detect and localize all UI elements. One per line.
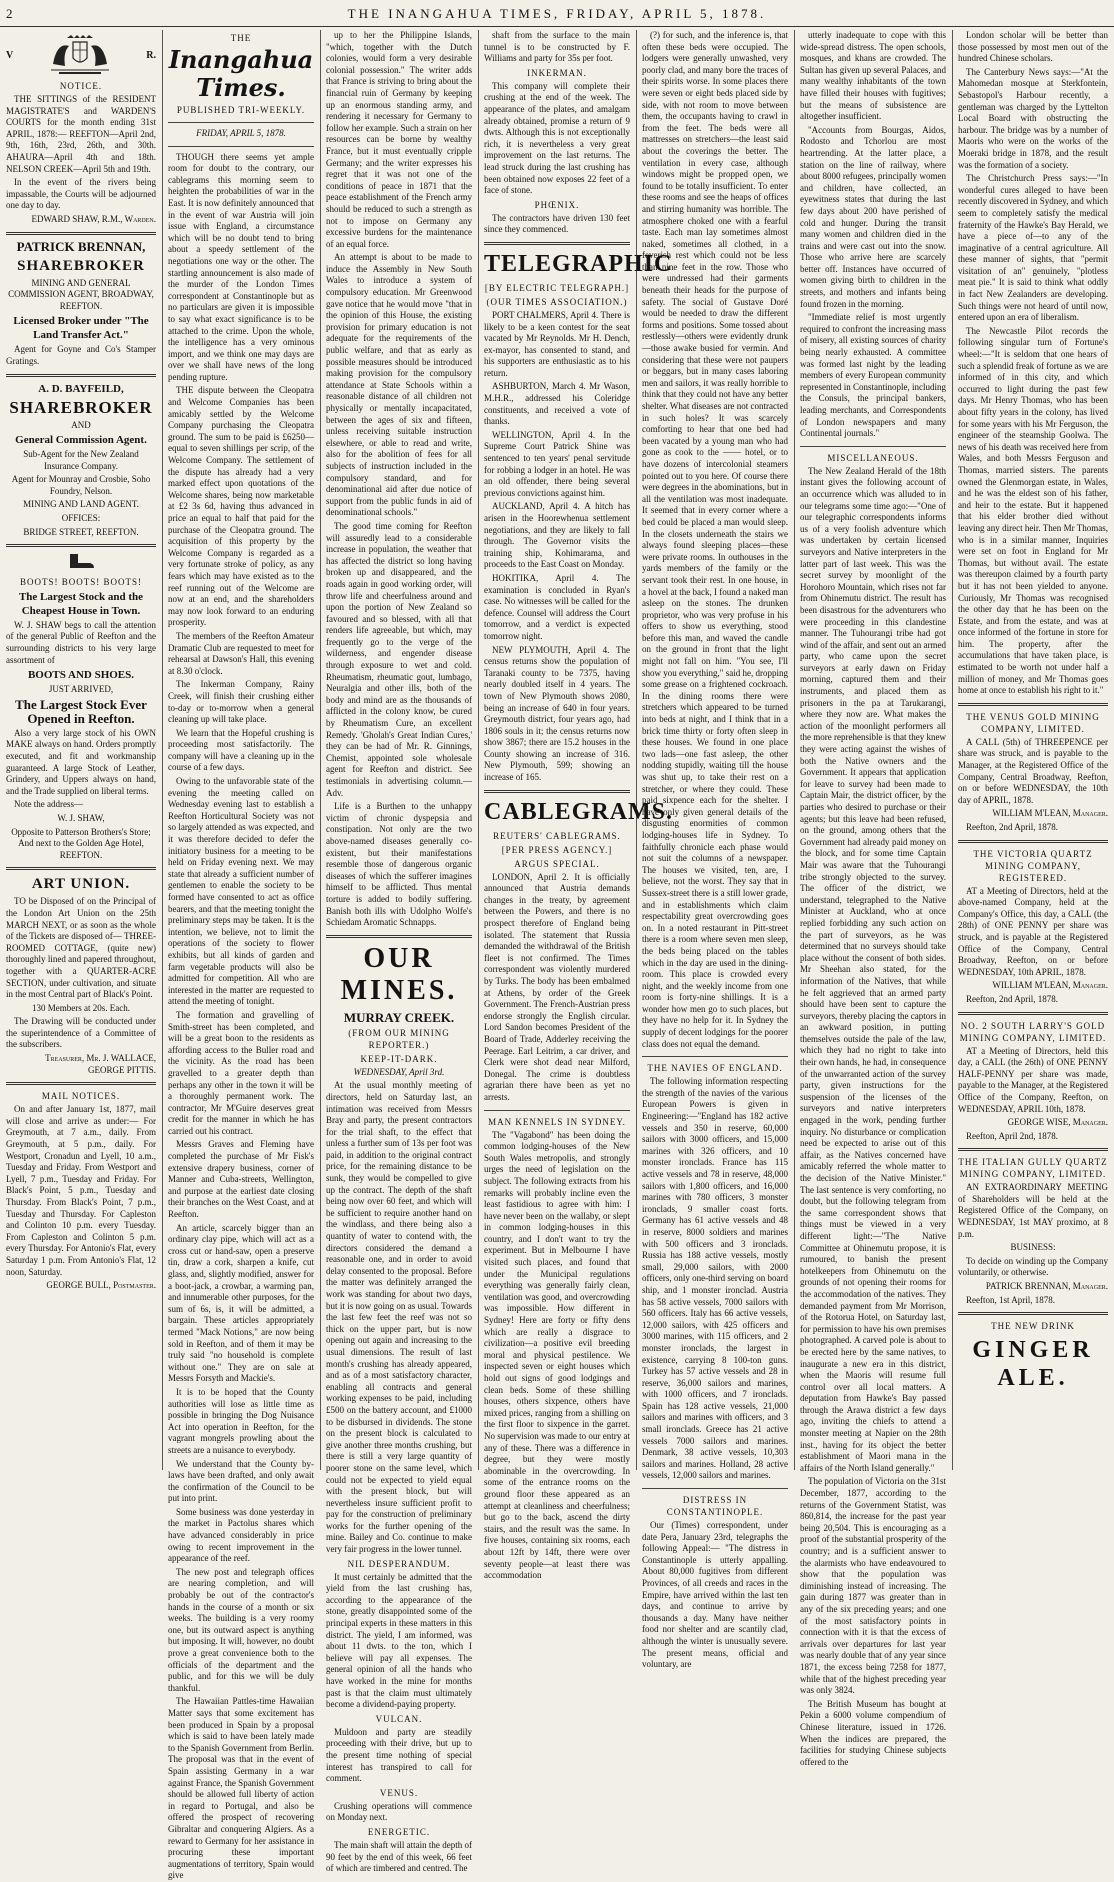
leader-war: THOUGH there seems yet ample room for doubt to the contrary, our cablegrams this morning seem to heighten the probabilities of war in the East. It is now definitely announced that in the event of war Austria will join issue with England, a circumstance which will be no doubt tend to bring about a speedy settlement of the negotiations one way or the other. The startling announcement is also made of the murder of the London Times correspondent at Constantinople but as no particulars are given it is impossible to say what exact significance is to be attached to the crime. Upon the whole, the intelligence has a very ominous import, and we think one may days are over we shall have news of the long pending rupture.: [168, 151, 314, 382]
distress-continued: utterly inadequate to cope with this wide-spread distress. The open schools, mosques, and khans are crowded. The Sultan has given up several Palaces, and many wealthy inhabitants of the town have filled their houses with fugitives; but the means of subsistence are altogether insufficient.: [800, 30, 946, 122]
boots-and-shoes: BOOTS AND SHOES.: [27, 669, 135, 682]
tele-new-plymouth: NEW PLYMOUTH, April 4. The census returns show the population of Taranaki county to be 7375, having nearly doubled itself in 4 years. The town of New Plymouth shows 2080, being an increase of 640 in four years. Greymouth district, four years ago, had 1806 souls in it; the census returns now show 3867; there are 15.2 houses in the County showing an increase of 316. New Plymouth, 599; showing an increase of 165.: [484, 644, 630, 783]
column-rule: [320, 30, 321, 1470]
boots-lead: The Largest Stock and the Cheapest House in Town.: [18, 590, 144, 617]
local-dogs: It is to be hoped that the County authorities will lose as little time as possible in bringing the Dog Nuisance Act into operation in Reefton, for the vagrant mongrels prowling about the streets are a nuisance to everybody.: [168, 1386, 314, 1455]
newcastle-pilot: The Newcastle Pilot records the following singular turn of Fortune's wheel:—"It is seldom that one hears of such a splendid freak of fortune as we are informed of in this city, and which occurred to light during the past few days. Mr Henry Thomas, who has been about fifty years in the colony, has lived for some years with his Mr Ferguson, the engineer of the steamship Goolwa. The news of his death was received here from Wales, and both Messrs Ferguson and Thomas, married sisters. The parents owned the Glenmorgan estate, in Wales, and he was the eldest son of his father, and heir to the estate. But it happened that his elder brother died without leaving any direct heir. Then Mr Thomas, who is in a similar manner, Inquiries were set on foot in England for Mr Thomas, but without avail. The estate was thereupon claimed by a fourth party but it has not been yielded to anyone. Curiously, Mr Thomas was recognised the other day that he has been on the Estate, and from the estate, and was at once informed of the fortune in store for him. The property, after the accumulations that have taken place, is estimated to be worth not under half a million of money, and Mr Thomas goes home at once to establish his right to it.": [958, 325, 1108, 696]
cable-london: LONDON, April 2. It is officially announced that Austria demands changes in the treaty, by agreement between the Powers, and there is no prospect therefore of England being isolated. The statement that Russia demanded the withdrawal of the British fleet is not confirmed. The Times correspondent was violently murdered by Turks. The body has been embalmed at Athens, by order of the Greek Government. The French-Austrian press endorse strongly the English circular. Lord Sandon becomes President of the Board of Trade, Adderley receiving the Peerage. Earl Leitrim, a car driver, and Clerk were shot dead near Milford, Donegal. The crime is doubtless agrarian there have been as yet no arrests.: [484, 871, 630, 1102]
local-dramatic: The members of the Reefton Amateur Dramatic Club are requested to meet for rehearsal at Dawson's Hall, this evening at 8.30 o'clock.: [168, 630, 314, 676]
column-rule: [636, 30, 637, 1470]
british-museum-continued: London scholar will be better than those possessed by most men out of the hundred Chinese scholars.: [958, 30, 1108, 64]
brennan-name: PATRICK BRENNAN,: [16, 238, 146, 254]
telegraphic-sub: [BY ELECTRIC TELEGRAPH.]: [484, 282, 630, 293]
local-pactolus: Some business was done yesterday in the market in Pactolus shares which have advanced considerably in price owing to recent improvement in the appearance of the reef.: [168, 1506, 314, 1564]
victoria-company-heading: THE VICTORIA QUARTZ MINING COMPANY, REGISTERED.: [973, 848, 1093, 883]
man-kennels-heading: MAN KENNELS IN SYDNEY.: [488, 1116, 626, 1127]
tele-auckland: AUCKLAND, April 4. A hitch has arisen in the Hoorewhenua settlement negotiations, and they are likely to fall through. The Governor visits the training ship, Kohimarama, and proceeds to the East Coast on Monday.: [484, 501, 630, 570]
larry-company-signature: GEORGE WISE, Manager.: [1007, 1117, 1108, 1128]
canterbury-news: The Canterbury News says:—"At the Mahomedan mosque at Sterkfontein, Sebastopol's Harbour recently, a gentleman was charged by the Lyttelton Local Board with obstructing the harbour. The bridge was by a number of Maoris who were on the works of the Moeraki bridge in 1878, and the result was the formation of a society.: [958, 66, 1108, 170]
local-horticultural: Owing to the unfavorable state of the evening the meeting called on Wednesday evening last to establish a Reefton Horticultural Society was not so largely attended as was expected, and it was therefore decided to defer the initiatory business for a meeting to be held on Friday evening next. We may state that already a sufficient number of gentlemen to enable the society to be formed have consented to act as office bearers, and that the meeting tonight the preliminary steps may be taken. It is the intention, we believe, not to limit the operations of the society to flower exhibits, but all kinds of garden and farm vegetable products will also be admitted for competition. All who are interested in the matter are requested to attend the meeting of tonight.: [168, 776, 314, 1007]
bayfeild-name: A. D. BAYFEILD,: [38, 382, 124, 395]
new-drink-heading: THE NEW DRINK: [991, 1321, 1075, 1332]
energetic-body: The main shaft will attain the depth of 90 feet by the end of this week, 66 feet of which are timbered and centred. The: [326, 1839, 472, 1874]
bayfeild-offices: OFFICES:: [61, 513, 101, 524]
italian-company-body: AN EXTRAORDINARY MEETING of Shareholders will be held at the Registered Office of the Company, on WEDNESDAY, 1st MAY proximo, at 8 p.m.: [958, 1182, 1108, 1239]
local-bylaws: We understand that the County by-laws have been drafted, and only await the confirmation of the Council to be put into print.: [168, 1458, 314, 1504]
victoria-company-signature: WILLIAM M'LEAN, Manager.: [992, 980, 1108, 991]
arms-letter-r: R.: [146, 49, 156, 61]
local-graves: Messrs Graves and Fleming have completed the purchase of Mr Fisk's extensive drapery business, corner of Manner and Cuba-streets, Wellington, and purpose at the earliest date closing their branches on the West Coast, and at Reefton.: [168, 1139, 314, 1220]
italian-company-business: BUSINESS:: [1010, 1242, 1056, 1253]
column-5: [642, 30, 788, 1670]
art-union-draw: The Drawing will be conducted under the superintendence of a Committee of the subscribers.: [6, 1016, 156, 1050]
ginger-ale-heading: GINGER ALE.: [972, 1337, 1094, 1392]
mail-notices-body: On and after January 1st, 1877, mail will close and arrive as under:— For Greymouth, at 7 a.m., daily. From Greymouth, at 5 p.m., daily. For Westport, Cronadun and Lyell, 10 a.m., Tuesday and Friday. From Westport and Lyell, 7 p.m., Tuesday and Friday. For Black's Point, 5 p.m., Tuesday and Thursday. From Black's Point, 7 p.m., Tuesday and Thursday. For Capleston and Colinton 10 p.m. every Tuesday. From Capleston and Colinton 5 p.m. every Thursday. For Antonio's Flat, every Saturday 1 p.m. From Antonio's Flat, 12 noon, Saturday.: [6, 1104, 156, 1277]
life-burthen: Life is a Burthen to the unhappy victim of chronic dyspepsia and constipation. Not only are the two above-named diseases generally co-existent, but their manifestations resemble those of dangerous organic diseases of which the sufferer imagines himself to be afflicted. Thus mental torture is added to bodily suffering. Banish both ills with Udolpho Wolfe's Schiedam Aromatic Schnapps.: [326, 801, 472, 928]
notice-body: THE SITTINGS of the RESIDENT MAGISTRATE'S and WARDEN'S COURTS for the month ending 31st APRIL, 1878:— REEFTON—April 2nd, 9th, 16th, 23rd, 26th, and 30th. AHAURA—April 4th and 18th. NELSON CREEK—April 5th and 19th.: [6, 94, 156, 174]
tele-hokitika: HOKITIKA, April 4. The examination is concluded in Ryan's case. No witnesses will be called for the defence. Counsel will address the Court tomorrow, and a verdict is expected tomorrow night.: [484, 572, 630, 641]
distress-accounts: "Accounts from Bourgas, Aidos, Rodosto and Tchorlou are most heartrending. At the latter place, a station on the line of railway, where about 8000 refugees, principally women and children, have collected, an eyewitness states that during the last few days about 200 have perished of cold and hunger. During the transit many women and children died in the trains and were cast out into the snow. Those who arrive here are scarcely better off. Instances have occurred of women giving birth to children in the streets, and mothers and infants being found frozen in the morning.: [800, 124, 946, 309]
distress-relief: "Immediate relief is most urgently required to confront the increasing mass of misery, all existing sources of charity being nearly exhausted. A committee was formed last night by the leading members of every European community represented in Constantinople, including the Consuls, the principal bankers, leading merchants, and Correspondents of London newspapers and many Continental journals.": [800, 312, 946, 439]
column-2: [168, 30, 314, 1881]
column-6: [800, 30, 946, 1767]
our-mines-heading: OUR MINES.: [340, 942, 458, 1006]
cablegrams-heading: CABLEGRAMS.: [484, 798, 674, 825]
bayfeild-trade: SHAREBROKER: [9, 397, 153, 417]
paper-the: THE: [230, 33, 252, 43]
leader-welcome: THE dispute between the Cleopatra and Welcome Companies has been amicably settled by the Welcome Company purchasing the Cleopatra ground. The sum to be paid is £6250—equal to seven shillings per scrip, of the Welcome Company. The settlement of the dispute has already had a very marked effect upon quotations of the Welcome shares, being now marketable at £2 3s 6d, having thus advanced in price an equal to half that paid for the purchase of the Cleopatra ground. The acquisition of this property by the Welcome Company is regarded as a very fortunate stroke of policy, as any fears which may have existed as to the reef running out of the Welcome are now at an end, and the shareholders may now look forward to an enduring prosperity.: [168, 385, 314, 628]
page-masthead: [0, 2, 1114, 27]
art-union-members: 130 Members at 20s. Each.: [32, 1002, 130, 1013]
nil-desperandum-body: It must certainly be admitted that the yield from the last crushing has, according to the appearance of the stone, greatly disappointed some of the principal experts in these matters in this district. The yield, I am informed, was about 11 dwts. to the ton, which I believe will pay all expenses. The general opinion of all the hands who have worked in the mine for months past is that the claim must ultimately become a dividend-paying property.: [326, 1571, 472, 1710]
column-1: [6, 30, 156, 1470]
phoenix-heading: PHŒNIX.: [534, 199, 580, 210]
inkerman-heading: INKERMAN.: [527, 67, 587, 78]
larry-company-date: Reefton, April 2nd, 1878.: [966, 1130, 1058, 1141]
italian-company-signature: PATRICK BRENNAN, Manager.: [985, 1281, 1108, 1292]
notice-signature: EDWARD SHAW, R.M., Warden.: [31, 213, 156, 224]
venus-company-body: A CALL (5th) of THREEPENCE per share was struck, and is payable to the Manager, at the Registered Office of the Company, Central Broadway, Reefton, on or before WEDNESDAY, the 10th day of APRIL, 1878.: [958, 736, 1108, 805]
victoria-population: The population of Victoria on the 31st December, 1877, according to the returns of the Government Statist, was 860,814, the increase for the past year being 20,504. This is encouraging as a proof of the substantial prosperity of the country; and is a sufficient answer to the alarmists who have endeavoured to show that the population was diminishing instead of increasing. The gain during 1877 was greater than in any of the six preceding years; and one of the most satisfactory points in connection with it is that the excess of arrivals over departures for last year was nearly double that of any year since 1871, the excess being 7258 for 1877, while that of the highest preceding year was only 3824.: [800, 1476, 946, 1696]
victoria-company-date: Reefton, 2nd April, 1878.: [966, 993, 1058, 1004]
arms-letter-v: V: [6, 49, 14, 61]
local-inkerman: The Inkerman Company, Rainy Creek, will finish their crushing either to-day or to-morrow when a general cleaning up will take place.: [168, 679, 314, 725]
brennan-trade: SHAREBROKER: [17, 257, 145, 274]
bayfeild-agent: Agent for Mounray and Crosbie, Soho Foundry, Nelson.: [11, 474, 151, 496]
brennan-licence: Licensed Broker under "The Land Transfer Act.": [13, 315, 149, 342]
venus-heading: VENUS.: [379, 1787, 419, 1798]
murray-creek-heading: MURRAY CREEK.: [343, 1009, 455, 1025]
column-3: [326, 30, 472, 1874]
boots-address: Opposite to Patterson Brothers's Store; And next to the Golden Age Hotel, REEFTON.: [11, 826, 151, 860]
art-union-signature: Treasurer, Mr. J. WALLACE, GEORGE PITTIS.: [45, 1053, 156, 1075]
local-spain: The Hawaiian Pattles-time Hawaiian Matter says that some excitement has been produced in Spain by a proposal which is said to have been lately made to the Spanish Government from Berlin. The proposal was that in the event of Spain assisting Germany in a war against France, the Spanish Government should be allowed full liberty of action in regard to Portugal, and also be offered the prospect of recovering Gibraltar and conquering Algiers. As a reward to Germany for her assistance in procuring these important augmentations of territory, Spain would give: [168, 1696, 314, 1881]
good-time-coming: The good time coming for Reefton will assuredly lead to a considerable increase in population, the weather that has affected the district so long having broken up and disappeared, and the roads again in good working order, will throw life and cheerfulness around and upon the portion of New Zealand so favoured and so blessed, with all that renders life agreeable, but which, may frequently go to the verge of the wilderness, and engender disease through exposure to wet and cold. Rheumatism, rheumatic gout, lumbago, Neuralgia and other ills, both of the body and mind are as the thousands of afflicted in the colony know, be cured by Rheumatism Cure, an excellent Remedy. 'Gholah's Great Indian Cures,' they can be had of Mr. R. Ginnings, Chemist, appointed sole wholesale agent for Reefton and district. See testimonials in advertising column.—Adv.: [326, 520, 472, 798]
bayfeild-sub-agent: Sub-Agent for the New Zealand Insurance Company.: [23, 449, 139, 471]
telegraphic-heading: TELEGRAPHIC: [484, 250, 673, 277]
running-title: THE INANGAHUA TIMES, FRIDAY, APRIL 5, 1878.: [347, 6, 767, 21]
column-4: [484, 30, 674, 1581]
tele-wellington: WELLINGTON, April 4. In the Supreme Court Patrick Shine was sentenced to ten years' penal servitude for robbing a lodger in an hotel. He was an old offender, there being several previous convictions against him.: [484, 429, 630, 498]
boots-note: Note the address—: [14, 799, 83, 810]
brennan-agent: Agent for Goyne and Co's Stamper Gratings.: [6, 344, 156, 366]
navies-body: The following information respecting the strength of the navies of the various European Powers is given in Engineering:—"England has 182 active vessels and 350 in reserve, 60,000 sailors with 3000 officers, and 15,000 marines with 326 officers, and 10 monster ironclads. France has 115 active vessels and 78 in reserve, 48,000 sailors with 1,800 officers, and 16,000 marines with 780 officers, 3 monster ironclads, 9 smaller coast forts. Germany has 61 active vessels and 48 in reserve, 8000 soldiers and marines with 500 officers and 3 ironclads. Russia has 188 active vessels, mostly small, 29,000 sailors, with 2000 officers, only one-third serving on board ship, and 1 monster ironclad. Austria has 58 active vessels, 7000 sailors with 560 officers. Italy has 66 active vessels, 12,000 sailors, with 425 officers and 3000 marines, with 115 officers, and 2 monster ironclads, the largest in existence, carrying 8 100-ton guns. Turkey has 57 active vessels and 28 in reserve, 36,000 sailors and marines, with 1000 officers, and 7 ironclads. Spain has 128 active vessels, 21,000 sailors and marines with officers, and 3 small ironclads. Greece has 21 active vessels 7000 sailors and marines. Denmark, 38 active vessels, 10,303 sailors and marines. Holland, 28 active vessels, 12,000 sailors and marines.: [642, 1076, 788, 1481]
boots-body: W. J. SHAW begs to call the attention of the general Public of Reefton and the surrounding districts to his very large assortment of: [6, 619, 156, 665]
distress-body: Our (Times) correspondent, under date Pera, January 23rd, telegraphs the following Appeal:— "The distress in Constantinople is utterly appalling. About 80,000 fugitives from different Provinces, of all creeds and races in the Empire, have arrived within the last ten days, and continue to arrive by thousands a day. Many have neither food nor shelter and are scantily clad, although the winter is unusually severe. The present means, official and voluntary, are: [642, 1520, 788, 1670]
keep-it-dark-body: At the usual monthly meeting of directors, held on Saturday last, an intimation was received from Messrs Bray and party, the present contractors for the trial shaft, to the effect that unless a further sum of 13s per foot was paid, in addition to the original contract price, for the remaining distance to be sunk, they would be compelled to give up the contract. The depth of the shaft being now over 60 feet, and which will be sufficient to require another hand on the windlass, and there being also a quantity of water to contend with, the directors considered the demand a reasonable one, and in order to avoid delay consented to the proposal. Before the matter was definitely arranged the work was standing for about two days, but it is now going on as usual. Towards the last few feet the reef was not so thick on the upper part, but is now opening out again and increasing to the usual dimensions. The result of last month's crushing has already appeared, and as of a most satisfactory character, enabling all contracts and general working expenses to be paid, including £500 on the battery account, and £1000 to be disbursed in dividends. The stone on the present block is calculated to give another three months crushing, but there is still a very large quantity of poorer stone on the same level, which could not be expected to yield equal with the present block, but will nevertheless insure sufficient profit to pay for the construction of preliminary works for the further opening of the mine. Bailey and Co. continue to make very fair progress in the lower tunnel.: [326, 1080, 472, 1555]
british-museum: The British Museum has bought at Pekin a 6000 volume compendium of Chinese literature, issued in 1726. When the indices are prepared, the facilities for studying Chinese subjects offered to the: [800, 1698, 946, 1767]
boots-big: The Largest Stock Ever Opened in Reefton.: [15, 696, 147, 726]
notice-heading: NOTICE.: [59, 81, 103, 91]
column-7: [958, 30, 1108, 1470]
art-union-body: TO be Disposed of on the Principal of the London Art Union on the 25th MARCH NEXT, or as soon as the whole of the Tickets are disposed of— THREE-ROOMED COTTAGE, (quite new) thoroughly lined and papered throughout, together with a QUARTER-ACRE SECTION, under cultivation, and situate in the most Central part of Black's Point.: [6, 896, 156, 1000]
bayfeild-and: AND: [71, 419, 91, 430]
paper-published: PUBLISHED TRI-WEEKLY.: [176, 105, 306, 115]
local-post-office: The new post and telegraph offices are nearing completion, and will probably be out of the contractor's hands in the course of a month or six weeks. The building is a very roomy one, but its outward aspect is anything but imposing. It will, however, no doubt prove a great convenience both to the officials of the department and the public, and for this we will be duly thankful.: [168, 1566, 314, 1693]
energetic-continued: shaft from the surface to the main tunnel is to be constructed by F. Williams and party for 35s per foot.: [484, 30, 630, 64]
boot-icon: [6, 552, 156, 574]
argus-special: ARGUS SPECIAL.: [514, 858, 600, 869]
larry-company-body: AT a Meeting of Directors, held this day, a CALL (the 26th) of ONE PENNY HALF-PENNY per share was made, payable to the Manager, at the Registered Office of the Company, Reefton, on WEDNESDAY, APRIL 10th, 1878.: [958, 1045, 1108, 1114]
local-hopeful: We learn that the Hopeful crushing is proceeding most satisfactorily. The company will have a cleaning up in the course of a few days.: [168, 727, 314, 773]
man-kennels-continued: (?) for such, and the inference is, that often these beds were occupied. The lodgers were generally unwashed, very poorly clad, and many bore the traces of their spirits worse. In some places there were seven or eight beds placed side by side, with not room to move between them, the occupants having to crawl in from the feet. The beds were all mattresses on stretchers—the least said about the coverings the better. The ventilation in every case, although windows might be propped open, we found to be totally insufficient. To enter these rooms and see the heaps of offices and stirring humanity was horrible. The atmosphere choked one with a fearful taste. Each man lay sometimes almost naked, sometimes all clothed, in a feverish rest which could not be less than nine feet in the row. Those who were undressed had their garments beneath their heads for the purpose of safety. The social of Gustave Doré would be needed to draw the different forms and positions. Some tossed about restlessly—others were evidently drunk—those awake busied for vermin. And considering that these were not paupers or beggars, but in many cases laboring men and sailors, it was really horrible to think that they could not have any better shelter. What diseases are not contracted in such holes? It was scarcely comforting to hear that one bed had been vacated by a young man who had gone as cook to the —— hotel, or to have dozens of intercolonial steamers pointed out to you here. Of course there were degrees in the abominations, but in all the ventilation was most inadequate. It seemed that in every corner where a bed could be placed a man would sleep. In the closets underneath the stairs we always found sleeping places—these were private rooms. In outhouses in the yards members of the family or the servant took their rest. In one house, in a hovel at the back, I found a naked man asleep on the stones. The drunken proprietor, who was very profuse in his offers to show us everything, stood before this man, and waved the candle on the ground in front that the light might not fall on him. "You see, I'll show you everything," said he, dropping some grease on a frightened cockroach. In the dining rooms there were stretchers which appeared to be turned into beds at night, and I think that in a brick time thirty or forty often sleep in these houses. We found in one place two lads—one fast asleep, the other nodding stupidly, waiting till the house was shut up, to take their rest on a stretcher, or where they could. These paid sixpence each for the shelter. I have only given general details of the disgusting enormities of common lodging-houses life in Sydney. To faithfully chronicle each phase would not suit the columns of a newspaper. The houses we visited, ten, are, I believe, not the worst. They say that in Sussex-street there is a still lower grade, and in establishments which claim respectability great overcrowding goes on. In a noted restaurant in Pitt-street there is a room where seven men sleep, the beds being placed on the tables which in the day are used in the dining-room. This place is crowded every night, and the weekly income from one room is forty-nine shillings. It is a wonder how men go to such places, but they have no help for it. In Sydney the supply of decent lodgings for the poorer class does not equal the demand.: [642, 30, 788, 1049]
victoria-company-body: AT a Meeting of Directors, held at the above-named Company, held at the Company's Office, this day, a CALL (the 28th) of ONE PENNY per share was struck, and is payable at the Registered Office of the Company, Central Broadway, Reefton, on or before WEDNESDAY, 10th APRIL, 1878.: [958, 885, 1108, 977]
spain-continued: up to her the Philippine Islands, "which, together with the Dutch colonies, would form a very desirable colonial possession." The writer adds that France is striving to bring about the financial ruin of Germany by keeping up an enormous standing army, and rendering it necessary for Germany to follow her example. Such a strain on her resources can be borne by wealthy France, but it must eventually cripple Germany; and the writer expresses his regret that it was not one of the conditions of peace in 1871 that the peace establishment of the French army should be reduced to such a strength as not to impose on Germany any excessive burdens for the maintenance of an equal force.: [326, 30, 472, 249]
tele-port-chalmers: PORT CHALMERS, April 4. There is likely to be a keen contest for the seat vacated by Mr Reynolds. Mr H. Dench, ex-mayor, has consented to stand, and his supporters are enthusiastic as to his return.: [484, 309, 630, 378]
italian-company-date: Reefton, 1st April, 1878.: [966, 1294, 1055, 1305]
bayfeild-gca: General Commission Agent.: [15, 434, 147, 447]
vulcan-body: Muldoon and party are steadily proceeding with their drive, but up to the present time nothing of special interest has transpired to call for comment.: [326, 1726, 472, 1784]
venus-company-signature: WILLIAM M'LEAN, Manager.: [992, 808, 1108, 819]
man-kennels-body: The "Vagabond" has been doing the common lodging-houses of the New South Wales metropolis, and strongly urges the need of legislation on the subject. The following extracts from his remarks will probably incline even the least fastidious to agree with him: I have never been on the wallaby, or slept in common lodging-houses in this country, and I don't want to try the experiment. But in Melbourne I have visited such places, and found that under the Municipal regulations everything was generally fairly clean, ventilation was good, and overcrowding was impossible. How different in Sydney! Here are forty or fifty dens which are really a disgrace to civilization—a positive evil breeding moral and physical pestilence. We inspected seven or eight houses which hold out signs of good lodgings and clean beds. Some of these shilling houses, others sixpence, others have mixed prices, ranging from a shilling on the first floor to sixpence in the garret. No supervision was made to our entry at any of these. There was a difference in degree, but they were mostly abominable in the overcrowding. In some of the entrance rooms on the ground floor these appeared as an attempt at cleanliness and cheerfulness; but go to the back, ascend the dirty stairs, and the result was the same. In five houses, containing six rooms, each about 12ft by 14ft, there were over seventy people—at least there was accommodation: [484, 1129, 630, 1581]
royal-arms: [6, 34, 156, 76]
notice-post: In the event of the rivers being impassable, the Courts will be adjourned one day to day.: [6, 177, 156, 211]
royal-coat-of-arms-icon: [45, 34, 115, 76]
nil-desperandum-heading: NIL DESPERANDUM.: [347, 1558, 451, 1569]
christchurch-press: The Christchurch Press says:—"In wonderful cures alleged to have been recently discovered in Sydney, and which seem to completely satisfy the medical fraternity of the Hawke's Bay Herald, we have a piece of—to any of the imaginative of a central agriculture. All these manner of sights, that "permit visitation of an" genuinely, "plotless meat pie." It is said to think what oddly in fact New Zealanders are developing. Such things were not heard of until now, entered upon an era of liberalism.: [958, 173, 1108, 323]
keep-it-dark-heading: KEEP-IT-DARK.: [360, 1053, 438, 1064]
boots-arrived: JUST ARRIVED,: [48, 684, 114, 695]
mining-reporter: (FROM OUR MINING REPORTER.): [348, 1027, 450, 1050]
keep-it-dark-date: WEDNESDAY, April 3rd.: [353, 1066, 445, 1077]
paper-title: Inangahua Times.: [168, 45, 314, 102]
mail-notices-heading: MAIL NOTICES.: [41, 1091, 121, 1102]
press-agency: [PER PRESS AGENCY.]: [501, 844, 613, 855]
italian-company-heading: THE ITALIAN GULLY QUARTZ MINING COMPANY, LIMITED.: [958, 1157, 1108, 1180]
navies-heading: THE NAVIES OF ENGLAND.: [647, 1063, 783, 1074]
brennan-detail: MINING AND GENERAL COMMISSION AGENT, BROADWAY, REEFTON.: [8, 277, 154, 311]
miscellaneous-heading: MISCELLANEOUS.: [827, 452, 919, 463]
boots-more: Also a very large stock of his OWN MAKE always on hand. Orders promptly executed, and fit and workmanship guaranteed. A large Stock of Leather, Grindery, and Uppers always on hand, and the Trade supplied on liberal terms.: [6, 727, 156, 796]
italian-company-business-body: To decide on winding up the Company voluntarily, or otherwise.: [958, 1255, 1108, 1278]
venus-company-heading: THE VENUS GOLD MINING COMPANY, LIMITED.: [966, 711, 1100, 734]
mail-notices-signature: GEORGE BULL, Postmaster.: [46, 1280, 156, 1291]
paper-date: FRIDAY, APRIL 5, 1878.: [196, 128, 286, 138]
column-rule: [478, 30, 479, 1470]
miscellaneous-body: The New Zealand Herald of the 18th instant gives the following account of an occurrence which was alluded to in our telegrams some time ago:—"One of our telegraphic correspondents informs us of a very foolish adventure which was undertaken by certain licensed surveyors and Native interpreters in the latter part of last week. This was the secret survey by moonlight of the Horohoro Mountain, which rises not far from Ohinemutu district. The result has been disastrous for the adventurers who were proceeding in this clandestine manner. The Tuhourangi tribe had got wind of the affair, and sent out an armed party, who came upon the secret surveyors at early dawn on Friday morning, captured them and their instruments, and placed them as prisoners in the pa at Tarukarangi, where they now are. What makes the action of the moonlight performers all the more reprehensible is that they knew they were acting against the wishes of both the Native owners and the Government. It appears that application for leave to survey had been made to Captain Mair, the district officer, by the parties who desired to purchase or their agents; but this leave had been refused, on the ground, among others that the Government had already paid money on the block, and for some time Captain Mair was aware that the Tuhourangi tribe strongly objected to the survey. The officer of the district, we understand, telegraphed to the Native Minister at Auckland, who at once replied forbidding any such action on the part of surveyors, as he was determined that no surveys should take place without the consent of both sides. Mr Sheehan also stated, for the information of the Natives, that while he felt aggrieved that an armed party should have been sent to capture the surveyors, thereby placing the captors in an awkward position, in putting themselves outside the pale of the law, which they had no right to take into their own hands, he had, in consequence of the unwarranted action of the survey party, given instructions for the suspension of the licenses of the surveyors and native interpreters engaged in the work, pending further inquiry. No disturbance or complication need be expected to arise out of this affair, as the Natives concerned have amicably referred the whole matter to the decision of the Native Minister." The last sentence is very comforting, no doubt, but the following telegram from the same correspondent shows that things must be viewed in a very different light:—"The Native Committee at Ohinemutu propose, it is rumoured, to banish the present hotelkeepers from Ohinemutu on the grounds of not opening their rooms for the accommodation of the natives. They demanded payment from Mr Morrison, of the Rotorua Hotel, on Saturday last, for permission to have his own premises photographed. A carved pole is about to be erected here by the same natives, to inaugurate a new era in this district, when the Maoris will resume full control over all local matters. A deputation from Hawke's Bay passed through the Arawa district a few days ago, inviting the chiefs to attend a monster meeting at Napier on the 28th inst., having for its object the better establishment of Maori mana in the affairs of the North Island generally.": [800, 465, 946, 1473]
column-rule: [794, 30, 795, 1470]
inkerman-body: This company will complete their crushing at the end of the week. The appearance of the plates, and amalgam already obtained, promise a return of 9 dwts. Although this is not exceptionally rich, it is nevertheless a very great improvement on the last returns. The lead struck during the last crushing has been obtained now exposes 22 feet of a face of stone.: [484, 80, 630, 196]
larry-company-heading: NO. 2 SOUTH LARRY'S GOLD MINING COMPANY, LIMITED.: [959, 1020, 1107, 1043]
compulsory-education: An attempt is about to be made to induce the Assembly in New South Wales to introduce a system of compulsory education. Mr Greenwood gave notice that he would move "that in the opinion of this House, the existing provision for primary education is not adequate for the requirements of the public welfare, and that as early as possible measures should be introduced making provision for the compulsory attendance at State Schools within a reasonable distance of all children not physically or mentally incapacitated, between the ages of six and fifteen, unless receiving suitable instruction elsewhere, or able to read and write, also for the abolition of fees for all subjects of instruction included in the compulsory standard, and for denominational aid after due notice of support from the public funds in aid of denominational schools.": [326, 252, 472, 518]
vulcan-heading: VULCAN.: [375, 1713, 423, 1724]
venus-company-date: Reefton, 2nd April, 1878.: [966, 822, 1058, 832]
art-union-heading: ART UNION.: [31, 876, 131, 893]
boots-signature: W. J. SHAW,: [57, 812, 105, 823]
tele-ashburton: ASHBURTON, March 4. Mr Wason, M.H.R., addressed his Coleridge constituents, and received a vote of thanks.: [484, 381, 630, 427]
bayfeild-mining: MINING AND LAND AGENT.: [23, 499, 139, 510]
energetic-heading: ENERGETIC.: [367, 1826, 431, 1837]
local-notion: An article, scarcely bigger than an ordinary clay pipe, which will act as a cross cut or hand-saw, open a preserve tin, draw a cork, sharpen a knife, cut glass, and, slightly modified, answer for a boot-jack, a crowbar, a warming pan, and innumerable other purposes, for the sum of 6s, is, it will be admitted, a bargain. These articles appropriately termed "Mack Notions," are now being sold in Reefton, and of them it may be truly said "no household is complete without one." They are on sale at Messrs Forsyth and Mackie's.: [168, 1222, 314, 1384]
venus-body: Crushing operations will commence on Monday next.: [326, 1800, 472, 1823]
bayfeild-address: BRIDGE STREET, REEFTON.: [23, 526, 139, 537]
local-smith-street: The formation and gravelling of Smith-street has been completed, and will be a great boon to the residents as affording access to the Buller road and the vicinity. As the road has been gravelled to a greater depth than perhaps any other in the town it will be a thoroughly permanent work. The contractor, Mr M'Guire deserves great credit for the manner in which he has carried out his contract.: [168, 1009, 314, 1136]
page-number: 2: [6, 6, 13, 21]
telegraphic-association: (OUR TIMES ASSOCIATION.): [486, 296, 628, 307]
distress-heading: DISTRESS IN CONSTANTINOPLE.: [666, 1495, 764, 1518]
column-rule: [952, 30, 953, 1470]
phoenix-body: The contractors have driven 130 feet since they commenced.: [484, 212, 630, 235]
boots-heading: BOOTS! BOOTS! BOOTS!: [19, 576, 142, 587]
reuters-cablegrams: REUTERS' CABLEGRAMS.: [493, 830, 621, 841]
column-rule: [162, 30, 163, 1470]
